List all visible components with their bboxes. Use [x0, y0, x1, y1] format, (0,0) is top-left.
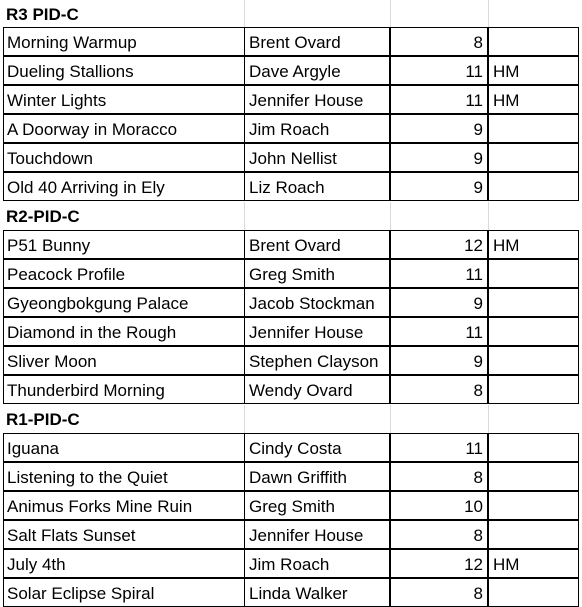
award-cell[interactable]: HM — [488, 56, 579, 85]
title-cell[interactable]: Touchdown — [3, 143, 245, 172]
author-cell[interactable]: Dawn Griffith — [244, 462, 390, 491]
section-header[interactable]: R1-PID-C — [3, 405, 245, 434]
title-cell[interactable]: July 4th — [3, 549, 245, 578]
author-cell[interactable]: Jennifer House — [244, 85, 390, 114]
score-cell[interactable]: 8 — [390, 520, 488, 549]
title-cell[interactable]: Salt Flats Sunset — [3, 520, 245, 549]
author-cell[interactable]: Liz Roach — [244, 172, 390, 201]
author-cell[interactable]: Jim Roach — [244, 114, 390, 143]
award-cell[interactable] — [488, 27, 579, 56]
score-cell[interactable]: 9 — [390, 346, 488, 375]
score-cell[interactable]: 9 — [390, 114, 488, 143]
title-cell[interactable]: Winter Lights — [3, 85, 245, 114]
author-cell[interactable]: Brent Ovard — [244, 230, 390, 259]
score-cell[interactable]: 12 — [390, 230, 488, 259]
score-cell[interactable]: 11 — [390, 317, 488, 346]
award-cell[interactable] — [488, 172, 579, 201]
title-cell[interactable]: Iguana — [3, 433, 245, 462]
score-cell[interactable]: 8 — [390, 375, 488, 404]
title-cell[interactable]: A Doorway in Moracco — [3, 114, 245, 143]
author-cell[interactable]: Dave Argyle — [244, 56, 390, 85]
score-cell[interactable]: 9 — [390, 172, 488, 201]
title-cell[interactable]: Dueling Stallions — [3, 56, 245, 85]
title-cell[interactable]: Thunderbird Morning — [3, 375, 245, 404]
score-cell[interactable]: 8 — [390, 462, 488, 491]
title-cell[interactable]: Old 40 Arriving in Ely — [3, 172, 245, 201]
author-cell[interactable]: Linda Walker — [244, 578, 390, 607]
empty-cell[interactable] — [245, 405, 391, 434]
empty-cell[interactable] — [391, 202, 489, 231]
score-cell[interactable]: 8 — [390, 27, 488, 56]
score-cell[interactable]: 10 — [390, 491, 488, 520]
empty-cell[interactable] — [489, 405, 580, 434]
empty-cell[interactable] — [489, 202, 580, 231]
section-header[interactable]: R3 PID-C — [3, 0, 245, 29]
empty-cell[interactable] — [245, 0, 391, 29]
title-cell[interactable]: Gyeongbokgung Palace — [3, 288, 245, 317]
title-cell[interactable]: Diamond in the Rough — [3, 317, 245, 346]
score-cell[interactable]: 11 — [390, 433, 488, 462]
author-cell[interactable]: John Nellist — [244, 143, 390, 172]
award-cell[interactable] — [488, 491, 579, 520]
author-cell[interactable]: Cindy Costa — [244, 433, 390, 462]
score-cell[interactable]: 11 — [390, 56, 488, 85]
title-cell[interactable]: Sliver Moon — [3, 346, 245, 375]
title-cell[interactable]: P51 Bunny — [3, 230, 245, 259]
award-cell[interactable] — [488, 288, 579, 317]
award-cell[interactable]: HM — [488, 230, 579, 259]
award-cell[interactable] — [488, 317, 579, 346]
title-cell[interactable]: Peacock Profile — [3, 259, 245, 288]
empty-cell[interactable] — [489, 0, 580, 29]
title-cell[interactable]: Animus Forks Mine Ruin — [3, 491, 245, 520]
award-cell[interactable] — [488, 520, 579, 549]
empty-cell[interactable] — [391, 405, 489, 434]
section-header[interactable]: R2-PID-C — [3, 202, 245, 231]
score-cell[interactable]: 12 — [390, 549, 488, 578]
award-cell[interactable]: HM — [488, 549, 579, 578]
score-cell[interactable]: 11 — [390, 259, 488, 288]
award-cell[interactable] — [488, 578, 579, 607]
score-cell[interactable]: 8 — [390, 578, 488, 607]
empty-cell[interactable] — [391, 0, 489, 29]
author-cell[interactable]: Greg Smith — [244, 259, 390, 288]
award-cell[interactable] — [488, 433, 579, 462]
score-cell[interactable]: 9 — [390, 143, 488, 172]
award-cell[interactable] — [488, 462, 579, 491]
author-cell[interactable]: Jennifer House — [244, 520, 390, 549]
score-cell[interactable]: 11 — [390, 85, 488, 114]
author-cell[interactable]: Brent Ovard — [244, 27, 390, 56]
award-cell[interactable] — [488, 346, 579, 375]
award-cell[interactable] — [488, 259, 579, 288]
title-cell[interactable]: Listening to the Quiet — [3, 462, 245, 491]
author-cell[interactable]: Wendy Ovard — [244, 375, 390, 404]
author-cell[interactable]: Stephen Clayson — [244, 346, 390, 375]
author-cell[interactable]: Greg Smith — [244, 491, 390, 520]
award-cell[interactable] — [488, 375, 579, 404]
author-cell[interactable]: Jennifer House — [244, 317, 390, 346]
award-cell[interactable] — [488, 143, 579, 172]
title-cell[interactable]: Solar Eclipse Spiral — [3, 578, 245, 607]
award-cell[interactable]: HM — [488, 85, 579, 114]
score-cell[interactable]: 9 — [390, 288, 488, 317]
award-cell[interactable] — [488, 114, 579, 143]
author-cell[interactable]: Jacob Stockman — [244, 288, 390, 317]
title-cell[interactable]: Morning Warmup — [3, 27, 245, 56]
author-cell[interactable]: Jim Roach — [244, 549, 390, 578]
empty-cell[interactable] — [245, 202, 391, 231]
